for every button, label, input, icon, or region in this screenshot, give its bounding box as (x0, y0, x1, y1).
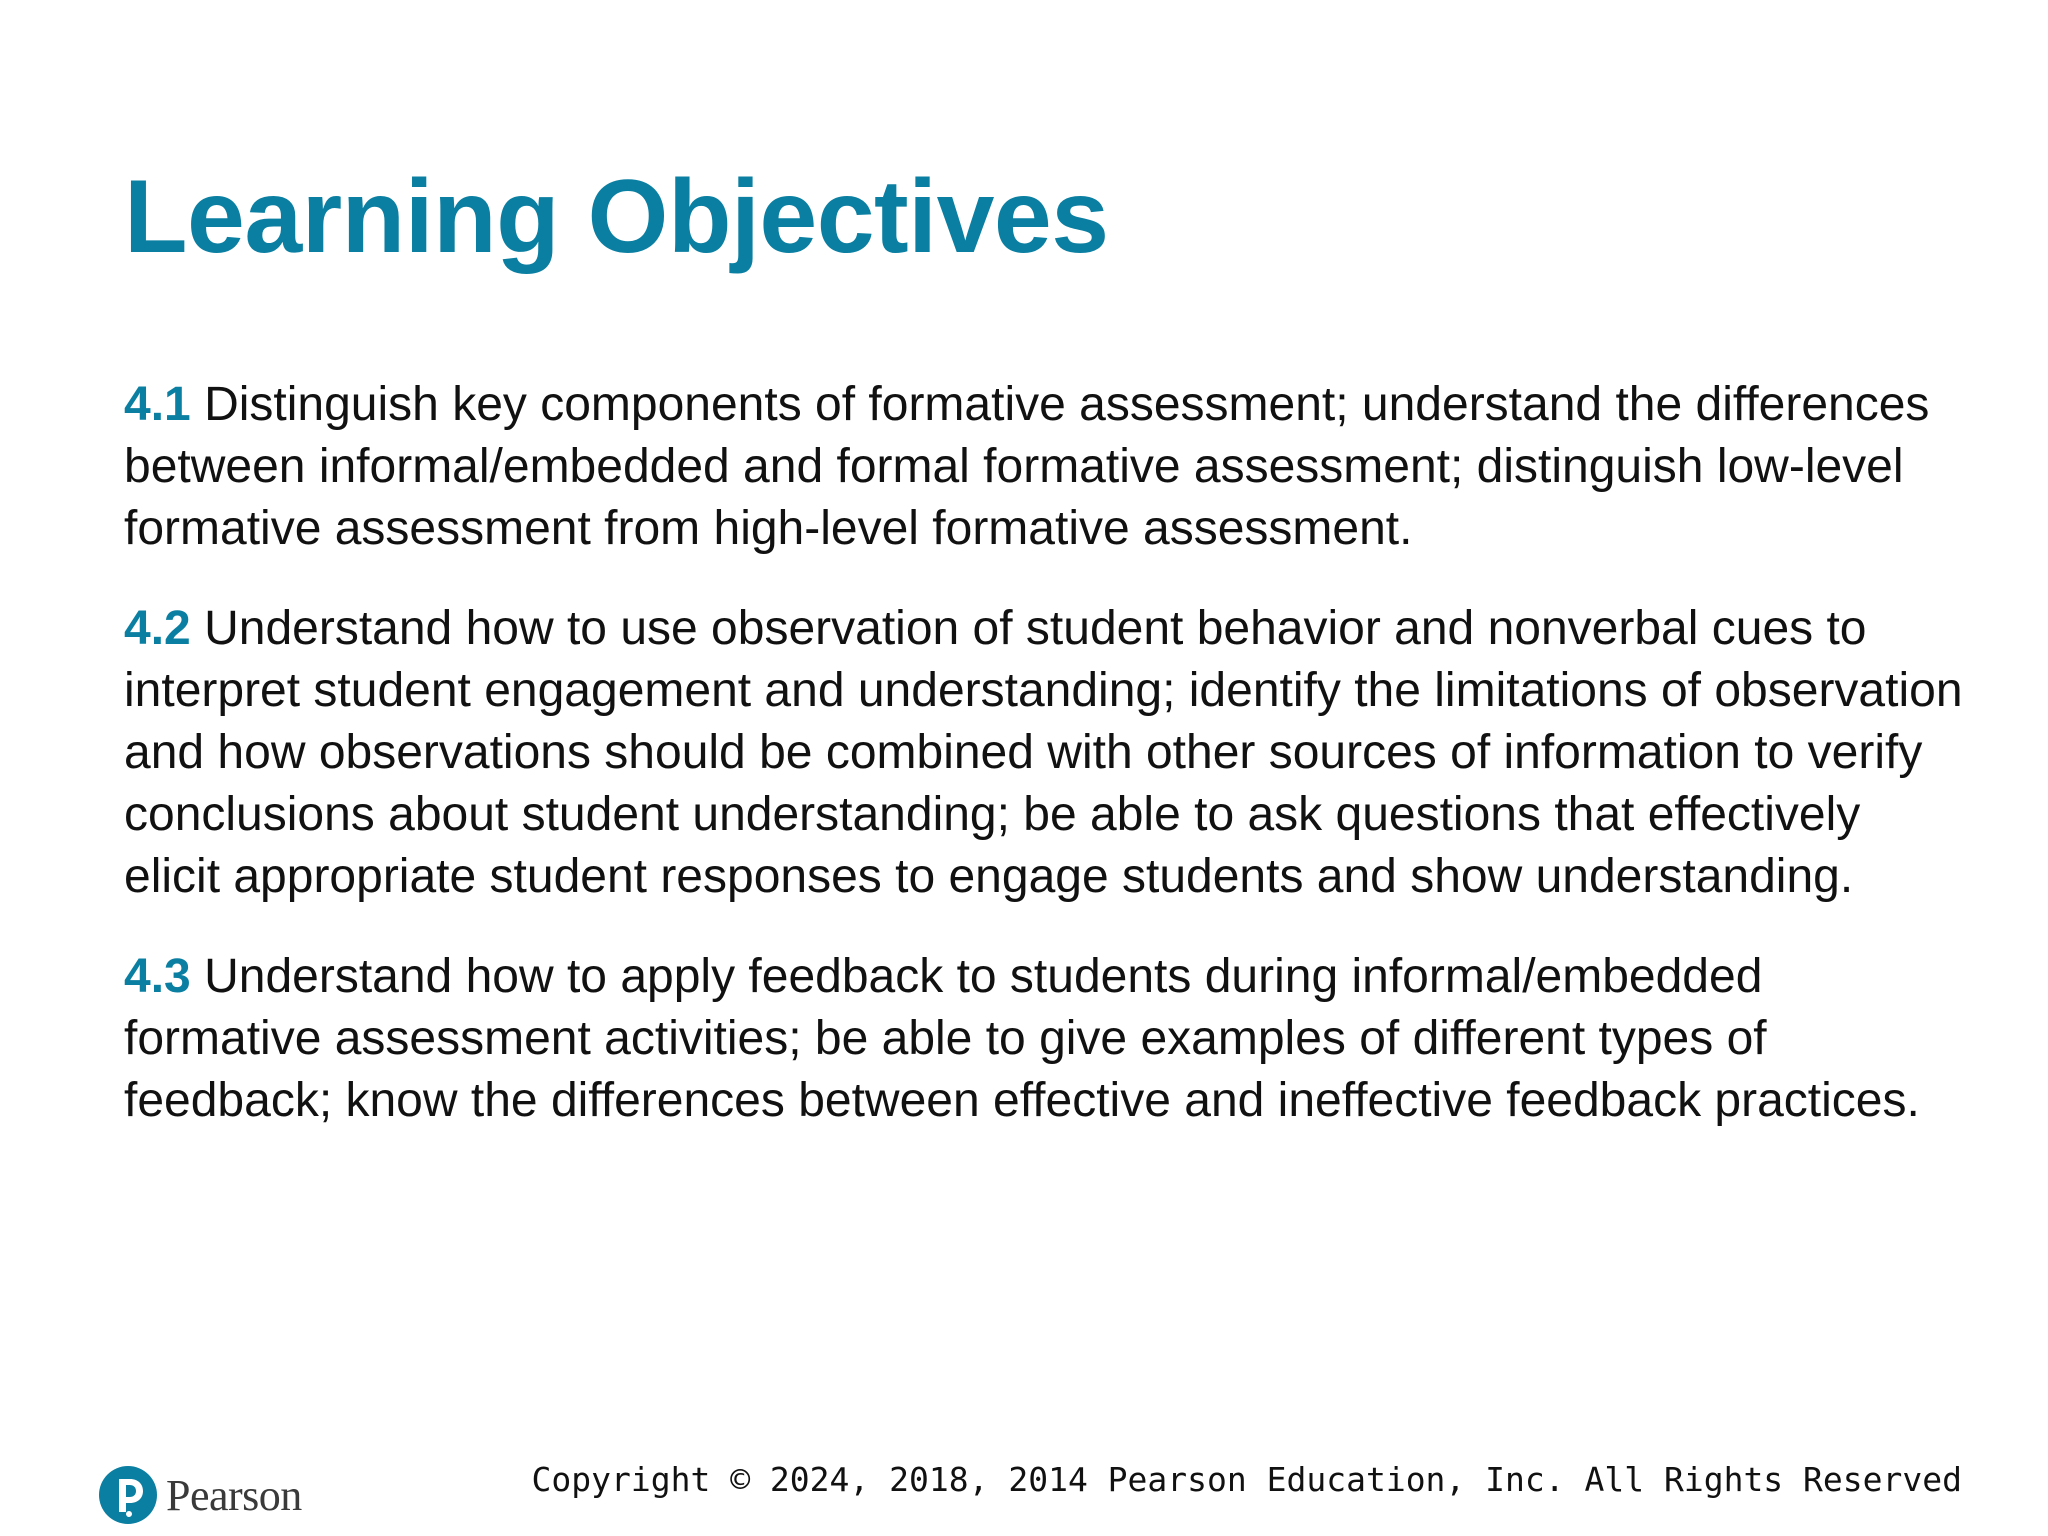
objective-text: Understand how to apply feedback to students during informal/embedded formative assessment activities; be able to give examples of different types of feedback; know the differences between effective and ineffective feedback practices. (124, 950, 1920, 1127)
pearson-logo (98, 1462, 302, 1528)
objective-number: 4.1 (124, 378, 191, 431)
objective-text: Understand how to use observation of student behavior and nonverbal cues to interpret student engagement and understanding; identify the limitations of observation and how observations should be combined with other sources of information to verify conclusions about student understanding; be able to ask questions that effectively elicit appropriate student responses to engage students and show understanding. (124, 602, 1963, 903)
objective-4-1 (124, 374, 1964, 560)
slide-footer (0, 1440, 2048, 1530)
objective-4-3 (124, 946, 1964, 1132)
pearson-logo-text: Pearson (166, 1470, 302, 1520)
objective-number: 4.2 (124, 602, 191, 655)
pearson-logo-icon (98, 1465, 158, 1525)
objective-number: 4.3 (124, 950, 191, 1003)
objective-text: Distinguish key components of formative assessment; understand the differences between informal/embedded and formal formative assessment; distinguish low-level formative assessment from high-level formative assessment. (124, 378, 1930, 555)
objective-4-2 (124, 598, 1964, 908)
copyright-notice: Copyright © 2024, 2018, 2014 Pearson Education, Inc. All Rights Reserved (531, 1460, 1962, 1499)
slide-title: Learning Objectives (124, 159, 1109, 275)
objectives-list (124, 374, 1964, 1170)
